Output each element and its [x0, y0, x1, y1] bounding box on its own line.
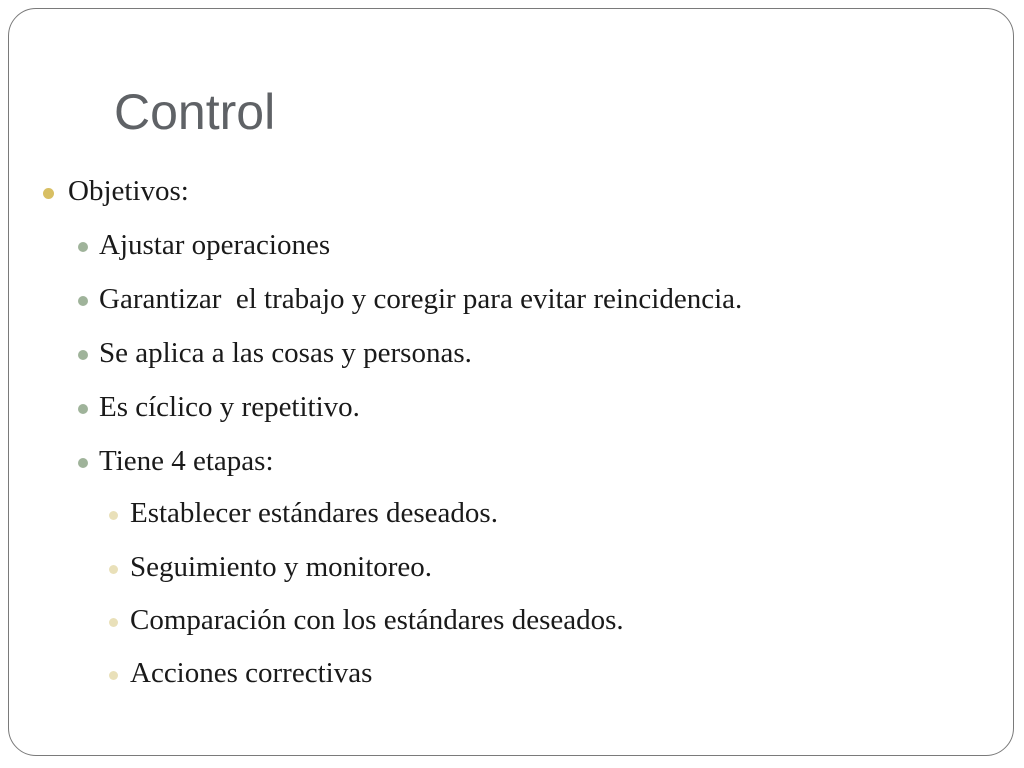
bullet-item-seguimiento [130, 553, 432, 582]
bullet-item-objetivos [68, 177, 189, 206]
bullet-item-ajustar [99, 231, 330, 260]
bullet-list [9, 9, 1013, 755]
bullet-dot-icon [109, 671, 118, 680]
bullet-dot-icon [78, 458, 88, 468]
bullet-text: Garantizar el trabajo y coregir para evitar reincidencia. [99, 283, 743, 315]
bullet-dot-icon [109, 618, 118, 627]
bullet-dot-icon [109, 511, 118, 520]
bullet-text: Se aplica a las cosas y personas. [99, 337, 472, 369]
bullet-dot-icon [78, 350, 88, 360]
bullet-text: Establecer estándares deseados. [130, 497, 498, 529]
bullet-text: Acciones correctivas [130, 657, 373, 689]
slide-frame [8, 8, 1014, 756]
bullet-dot-icon [78, 404, 88, 414]
bullet-text: Ajustar operaciones [99, 229, 331, 261]
bullet-item-se-aplica [99, 339, 472, 368]
bullet-dot-icon [78, 296, 88, 306]
bullet-dot-icon [78, 242, 88, 252]
bullet-dot-icon [43, 188, 54, 199]
bullet-item-ciclico [99, 393, 360, 422]
bullet-item-garantizar [99, 285, 742, 314]
bullet-text: Es cíclico y repetitivo. [99, 391, 360, 423]
bullet-text: Tiene 4 etapas: [99, 445, 274, 477]
bullet-item-acciones [130, 659, 372, 688]
bullet-dot-icon [109, 565, 118, 574]
bullet-text: Seguimiento y monitoreo. [130, 551, 433, 583]
slide-title: Control [114, 84, 276, 140]
bullet-item-etapas [99, 447, 274, 476]
bullet-text: Objetivos: [68, 175, 189, 207]
bullet-item-comparacion [130, 606, 624, 635]
bullet-text: Comparación con los estándares deseados. [130, 604, 624, 636]
bullet-item-establecer [130, 499, 498, 528]
